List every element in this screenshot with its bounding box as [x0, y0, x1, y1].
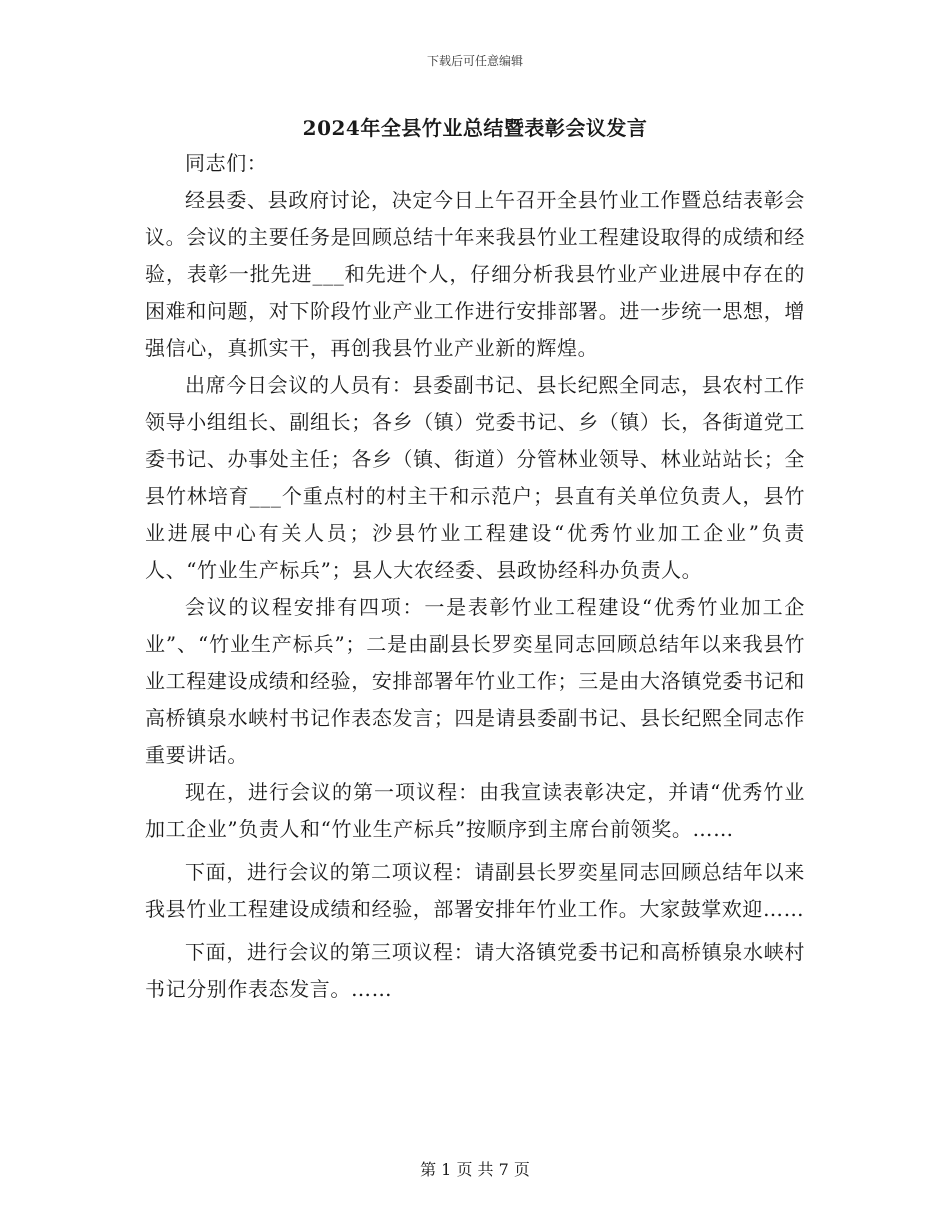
document-body — [145, 145, 805, 1008]
paragraph-agenda: 会议的议程安排有四项：一是表彰竹业工程建设“优秀竹业加工企业”、“竹业生产标兵”；二是由副县长罗奕星同志回顾总结年以来我县竹业工程建设成绩和经验，安排部署年竹业工作；三是由大洛镇党委书记和高桥镇泉水峡村书记作表态发言；四是请县委副书记、县长纪熙全同志作重要讲话。 — [145, 595, 805, 767]
document-title: 2024年全县竹业总结暨表彰会议发言 — [302, 116, 648, 140]
paragraph-agenda-item-2: 下面，进行会议的第二项议程：请副县长罗奕星同志回顾总结年以来我县竹业工程建设成绩和经验，部署安排年竹业工作。大家鼓掌欢迎…… — [145, 860, 805, 921]
paragraph-intro: 经县委、县政府讨论，决定今日上午召开全县竹业工作暨总结表彰会议。会议的主要任务是回顾总结十年来我县竹业工程建设取得的成绩和经验，表彰一批先进___和先进个人，仔细分析我县竹业产业进展中存在的困难和问题，对下阶段竹业产业工作进行安排部署。进一步统一思想，增强信心，真抓实干，再创我县竹业产业新的辉煌。 — [145, 188, 805, 360]
paragraph-agenda-item-1: 现在，进行会议的第一项议程：由我宣读表彰决定，并请“优秀竹业加工企业”负责人和“竹业生产标兵”按顺序到主席台前领奖。…… — [145, 780, 805, 841]
page-number: 第 1 页 共 7 页 — [420, 1160, 530, 1179]
paragraph-attendees: 出席今日会议的人员有：县委副书记、县长纪熙全同志，县农村工作领导小组组长、副组长；各乡（镇）党委书记、乡（镇）长，各街道党工委书记、办事处主任；各乡（镇、街道）分管林业领导、林业站站长；全县竹林培育___个重点村的村主干和示范户；县直有关单位负责人，县竹业进展中心有关人员；沙县竹业工程建设“优秀竹业加工企业”负责人、“竹业生产标兵”；县人大农经委、县政协经科办负责人。 — [145, 373, 805, 582]
paragraph-agenda-item-3: 下面，进行会议的第三项议程：请大洛镇党委书记和高桥镇泉水峡村书记分别作表态发言。…… — [145, 940, 805, 1001]
page-header-note: 下载后可任意编辑 — [426, 54, 523, 68]
greeting: 同志们： — [185, 151, 268, 175]
